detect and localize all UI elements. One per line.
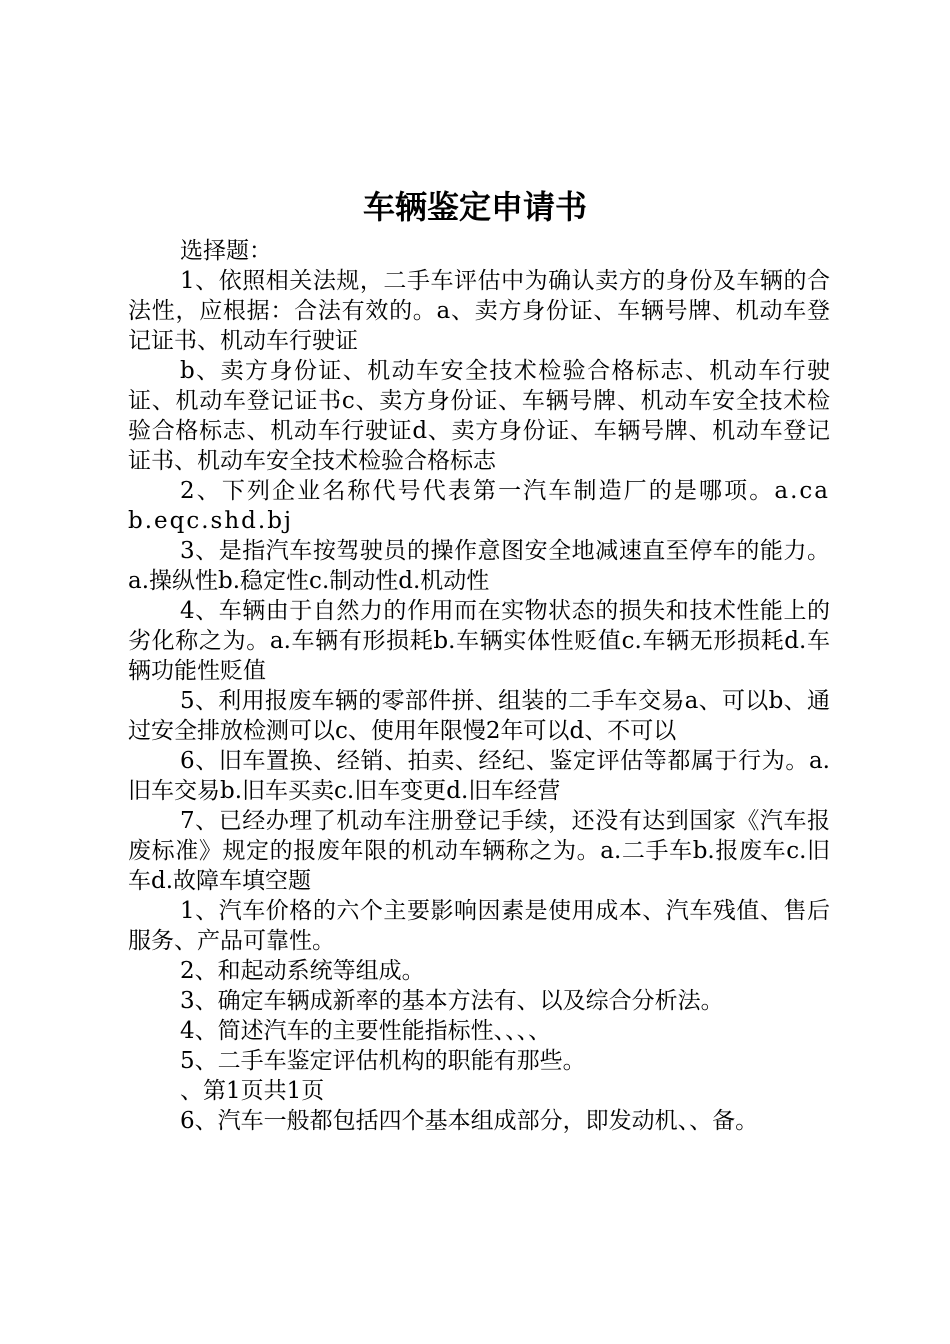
fill-question-6: 6、汽车一般都包括四个基本组成部分，即发动机、、备。 xyxy=(180,1108,759,1134)
question-4: 4、车辆由于自然力的作用而在实物状态的损失和技术性能上的劣化称之为。a.车辆有形损耗b.车辆实体性贬值c.车辆无形损耗d.车辆功能性贬值 xyxy=(128,598,830,684)
fill-question-3: 3、确定车辆成新率的基本方法有、以及综合分析法。 xyxy=(180,988,724,1014)
question-2: 2、下列企业名称代号代表第一汽车制造厂的是哪项。a.cab.eqc.shd.bj xyxy=(128,478,830,534)
fill-question-1: 1、汽车价格的六个主要影响因素是使用成本、汽车残值、售后服务、产品可靠性。 xyxy=(128,898,830,954)
question-5: 5、利用报废车辆的零部件拼、组装的二手车交易a、可以b、通过安全排放检测可以c、使用年限慢2年可以d、不可以 xyxy=(128,688,830,744)
question-1-options: b、卖方身份证、机动车安全技术检验合格标志、机动车行驶证、机动车登记证书c、卖方身份证、车辆号牌、机动车安全技术检验合格标志、机动车行驶证d、卖方身份证、车辆号牌、机动车登记证书、机动车安全技术检验合格标志 xyxy=(128,358,830,474)
question-6: 6、旧车置换、经销、拍卖、经纪、鉴定评估等都属于行为。a.旧车交易b.旧车买卖c.旧车变更d.旧车经营 xyxy=(128,748,830,804)
question-3: 3、是指汽车按驾驶员的操作意图安全地减速直至停车的能力。a.操纵性b.稳定性c.制动性d.机动性 xyxy=(128,538,830,594)
document-title: 车辆鉴定申请书 xyxy=(362,188,587,226)
fill-question-2: 2、和起动系统等组成。 xyxy=(180,958,425,984)
section-label-choice: 选择题： xyxy=(180,238,272,264)
question-7: 7、已经办理了机动车注册登记手续，还没有达到国家《汽车报废标准》规定的报废年限的机动车辆称之为。a.二手车b.报废车c.旧车d.故障车填空题 xyxy=(128,808,830,894)
fill-question-5: 5、二手车鉴定评估机构的职能有那些。 xyxy=(180,1048,586,1074)
page-number-text: 、第1页共1页 xyxy=(180,1078,325,1104)
question-1: 1、依照相关法规，二手车评估中为确认卖方的身份及车辆的合法性，应根据：合法有效的。a、卖方身份证、车辆号牌、机动车登记证书、机动车行驶证 xyxy=(128,268,830,354)
fill-question-4: 4、简述汽车的主要性能指标性、、、、 xyxy=(180,1018,552,1044)
document-body xyxy=(128,236,830,1136)
